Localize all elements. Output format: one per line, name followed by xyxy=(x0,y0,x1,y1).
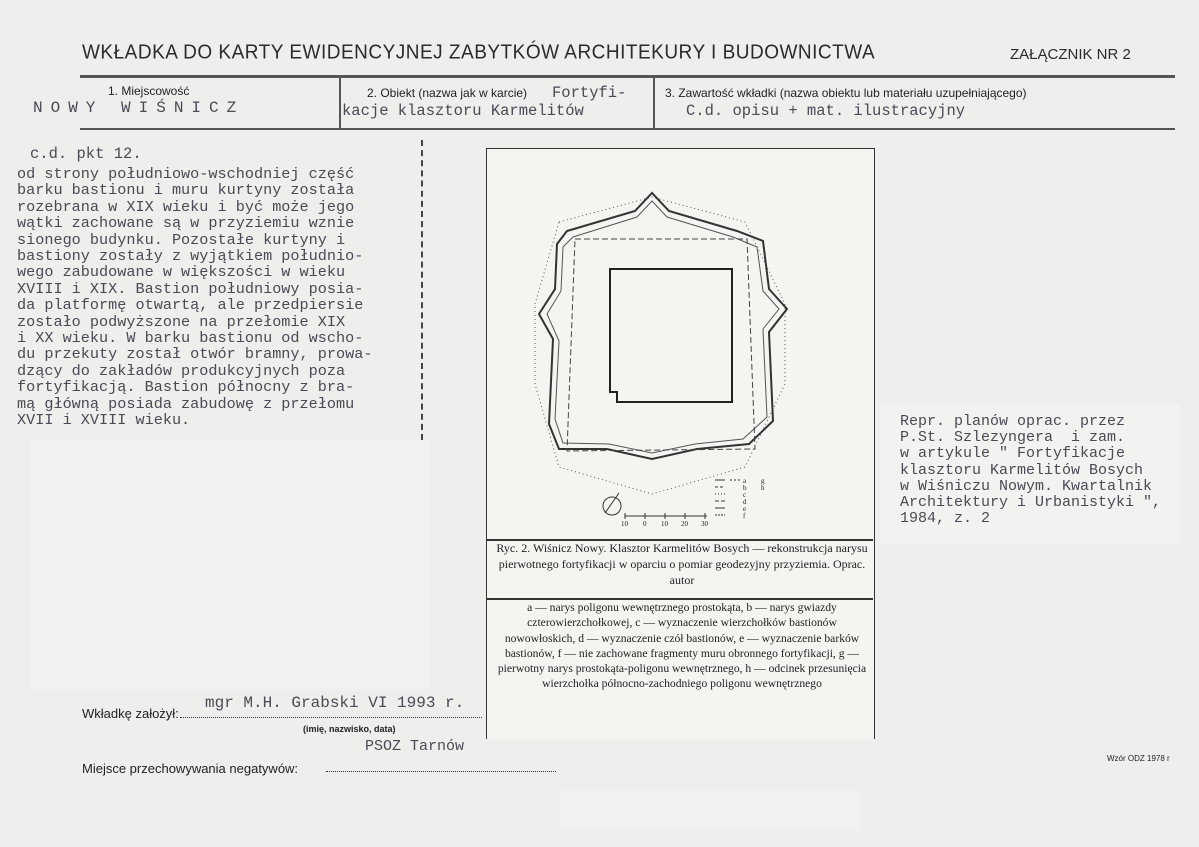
paper-scuff xyxy=(30,440,430,690)
legend-key-c: c xyxy=(743,491,747,499)
figure-caption-legend: a — narys poligonu wewnętrznego prostokąta, b — narys gwiazdy czterowierzchołkowej, c — wyznaczenie wierzchołków bastionów nowowłoskich, d — wyznaczenie czół bastionów, e — wyznaczenie barków bastionów, f — nie zachowane fragmenty muru obronnego fortyfikacji, g — pierwotny narys prostokąta-poligonu wewnętrznego, h — odcinek przesunięcia wierzchołka północno-zachodniego poligonu wewnętrznego xyxy=(497,601,867,691)
legend-key-d: d xyxy=(743,498,747,506)
scale-label: 10 xyxy=(661,520,668,528)
scale-label: 0 xyxy=(643,520,647,528)
scale-label: 20 xyxy=(681,520,688,528)
place-value: NOWY WIŚNICZ xyxy=(33,99,245,117)
legend-key-h: h xyxy=(761,484,765,492)
negatives-location-label: Miejsce przechowywania negatywów: xyxy=(82,761,299,776)
field-divider-2 xyxy=(653,77,655,129)
created-by-dotted-line xyxy=(180,717,482,718)
legend-key-f: f xyxy=(743,512,746,520)
form-code: Wzór ODZ 1978 r xyxy=(1107,754,1170,763)
content-label: 3. Zawartość wkładki (nazwa obiektu lub materiału uzupełniającego) xyxy=(665,86,1027,100)
reproduction-note: Repr. planów oprac. przez P.St. Szlezyngera i zam. w artykule " Fortyfikacje klasztoru Karmelitów Bosych w Wiśniczu Nowym. Kwartalnik Architektury i Urbanistyki ", 1984, z. 2 xyxy=(900,413,1162,528)
scale-label: 10 xyxy=(621,520,628,528)
legend-key-e: e xyxy=(743,505,747,513)
institution-value: PSOZ Tarnów xyxy=(365,738,465,755)
legend-key-a: a xyxy=(743,477,747,485)
negatives-dotted-line xyxy=(326,771,556,772)
field-divider-1 xyxy=(339,77,341,129)
margin-dashed-line xyxy=(421,140,423,440)
object-value: Fortyfi- kacje klasztoru Karmelitów xyxy=(342,84,627,120)
created-by-label: Wkładkę założył: xyxy=(82,706,179,721)
description-text: od strony południowo-wschodniej część barku bastionu i muru kurtyny została rozebrana w XIX wieku i być może jego wątki zachowane są w przyziemiu wznie sionego budynku. Pozostałe kurtyny i bastiony zostały z wyjątkiem południo- wego zabudowane w większości w wieku XVIII i XIX. Bastion południowy posia- da platformę otwartą, ale przedpiersie zostało podwyższone na przełomie XIX i XX wieku. W barku bastionu od wscho- du przekuty został otwór bramny, prowa- dzący do zakładów produkcyjnych poza fortyfikacją. Bastion północny z bra- mą główną posiada zabudowę z przełomu XVII i XVIII wieku. xyxy=(17,165,373,430)
section-reference: c.d. pkt 12. xyxy=(30,145,142,163)
object-label: 2. Obiekt (nazwa jak w karcie) xyxy=(367,86,528,100)
place-label: 1. Miejscowość xyxy=(108,84,190,98)
created-by-hint: (imię, nazwisko, data) xyxy=(303,724,396,734)
legend-key-g: g xyxy=(761,477,765,485)
header-bottom-rule xyxy=(80,128,1175,130)
content-value: C.d. opisu + mat. ilustracyjny xyxy=(686,102,966,120)
created-by-value: mgr M.H. Grabski VI 1993 r. xyxy=(205,694,465,712)
figure-caption-title: Ryc. 2. Wiśnicz Nowy. Klasztor Karmelitów Bosych — rekonstrukcja narysu pierwotnego fortyfikacji w oparciu o pomiar geodezyjny przyziemia. Oprac. autor xyxy=(496,541,868,587)
header-top-rule xyxy=(80,75,1175,78)
form-title: WKŁADKA DO KARTY EWIDENCYJNEJ ZABYTKÓW ARCHITEKURY I BUDOWNICTWA xyxy=(82,41,876,64)
fortification-plan-drawing xyxy=(487,149,874,539)
annex-number: ZAŁĄCZNIK NR 2 xyxy=(1010,46,1131,63)
scale-label: 30 xyxy=(701,520,708,528)
paper-scuff xyxy=(560,790,860,830)
legend-key-b: b xyxy=(743,484,747,492)
